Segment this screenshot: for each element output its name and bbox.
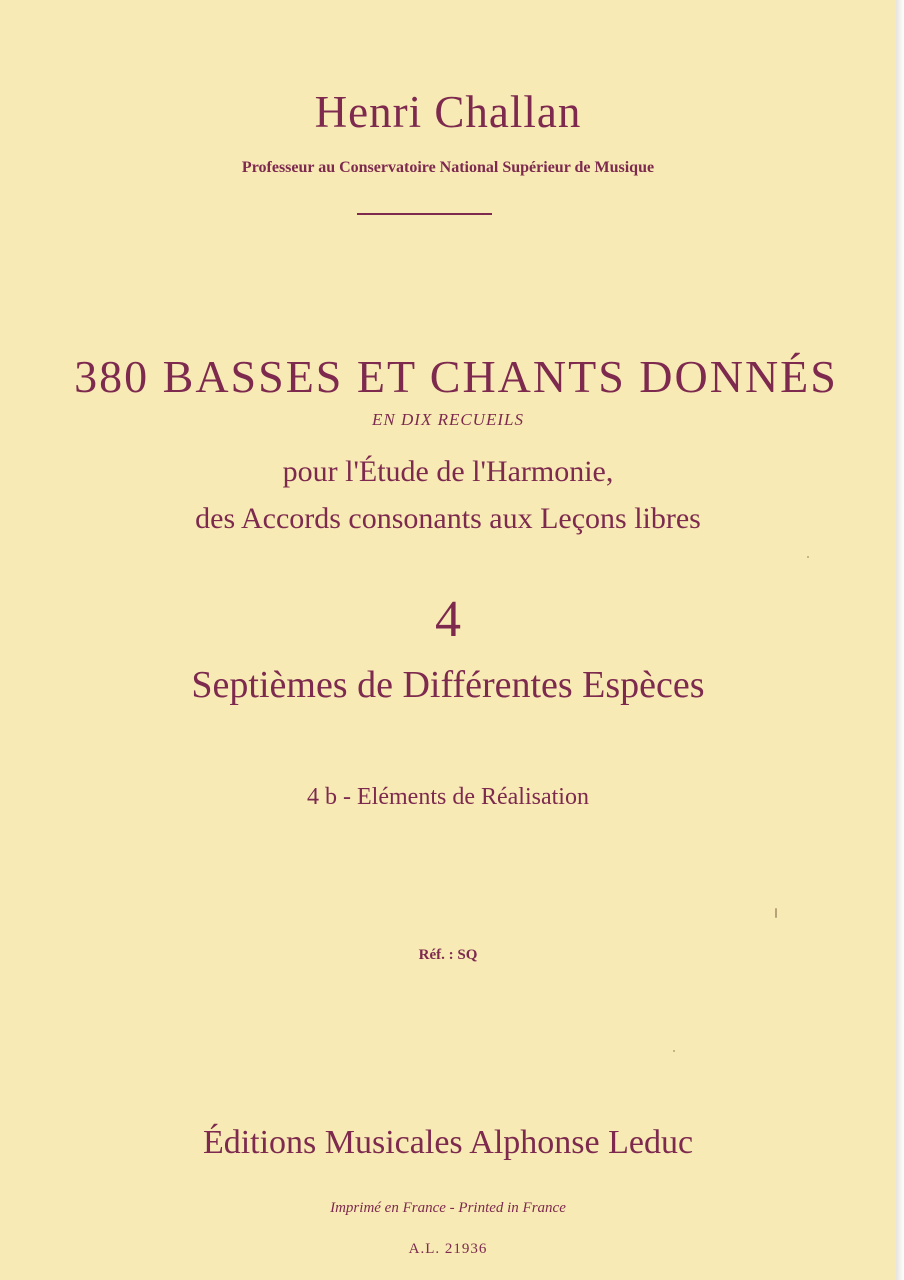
divider-rule <box>357 213 492 215</box>
paper-speck <box>673 1050 675 1052</box>
reference-code: Réf. : SQ <box>418 947 478 963</box>
description-line-1: pour l'Étude de l'Harmonie, <box>282 455 614 488</box>
paper-speck <box>775 908 777 918</box>
printed-notice: Imprimé en France - Printed in France <box>330 1200 566 1216</box>
author-name: Henri Challan <box>314 87 582 137</box>
volume-number: 4 <box>435 591 461 648</box>
catalog-code: A.L. 21936 <box>408 1241 488 1257</box>
publisher-name: Éditions Musicales Alphonse Leduc <box>202 1124 694 1161</box>
part-title: 4 b - Eléments de Réalisation <box>307 784 589 810</box>
description-line-2: des Accords consonants aux Leçons libres <box>195 502 701 535</box>
paper-speck <box>807 556 809 558</box>
author-affiliation: Professeur au Conservatoire National Supérieur de Musique <box>241 159 655 176</box>
book-subtitle: EN DIX RECUEILS <box>372 410 524 429</box>
volume-title: Septièmes de Différentes Espèces <box>191 664 705 706</box>
book-title: 380 BASSES ET CHANTS DONNÉS <box>74 351 838 402</box>
page-edge <box>896 0 904 1280</box>
